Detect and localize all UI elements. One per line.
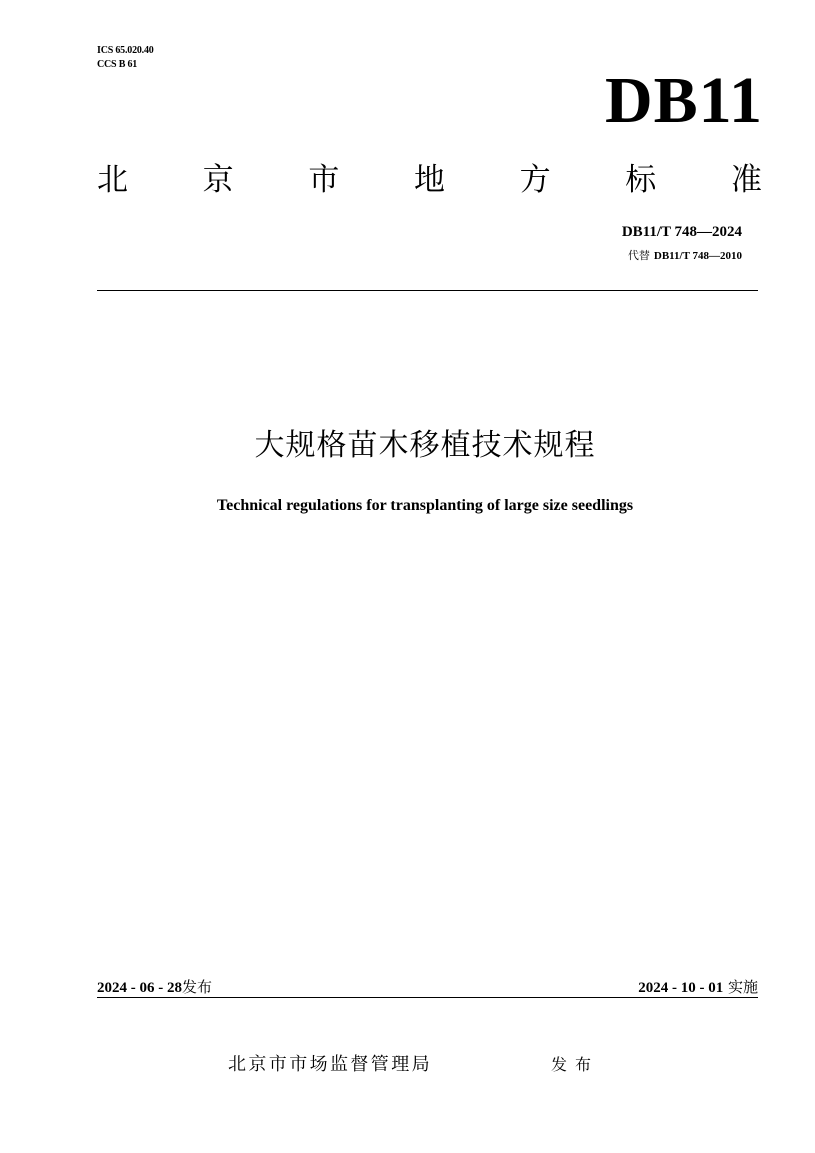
issuing-authority: 北京市市场监督管理局: [228, 1054, 432, 1075]
classification-codes: [97, 44, 154, 72]
standard-type-char: 准: [730, 162, 762, 198]
standard-type-char: 北: [97, 162, 128, 198]
replaces-line: [628, 247, 742, 265]
standard-type-char: 市: [308, 162, 340, 198]
implement-label: 实施: [727, 978, 758, 996]
standard-type-char: 地: [413, 162, 445, 198]
standard-code: DB11/T 748—2024: [621, 224, 742, 240]
replaced-standard-code: DB11/T 748—2010: [653, 250, 742, 262]
implement-date-line: [638, 977, 758, 998]
footer-divider: [97, 997, 758, 998]
header-divider: [97, 290, 758, 291]
publish-date-line: [97, 977, 212, 998]
db11-logo: DB11: [604, 64, 763, 137]
standard-type-char: 方: [519, 162, 551, 198]
issue-label: 发布: [551, 1055, 600, 1074]
standard-type-char: 标: [625, 162, 657, 198]
publish-label: 发布: [182, 978, 213, 996]
ccs-code: CCS B 61: [97, 59, 138, 70]
publish-date: 2024 - 06 - 28: [97, 980, 182, 996]
document-title-english: Technical regulations for transplanting of large size seedlings: [216, 497, 634, 514]
standard-type-char: 京: [202, 162, 234, 198]
ics-code: ICS 65.020.40: [97, 45, 154, 56]
replaces-label: 代替: [627, 249, 650, 262]
document-title: 大规格苗木移植技术规程: [254, 428, 596, 463]
implement-date: 2024 - 10 - 01: [638, 980, 724, 996]
standard-type-title: [97, 160, 762, 200]
